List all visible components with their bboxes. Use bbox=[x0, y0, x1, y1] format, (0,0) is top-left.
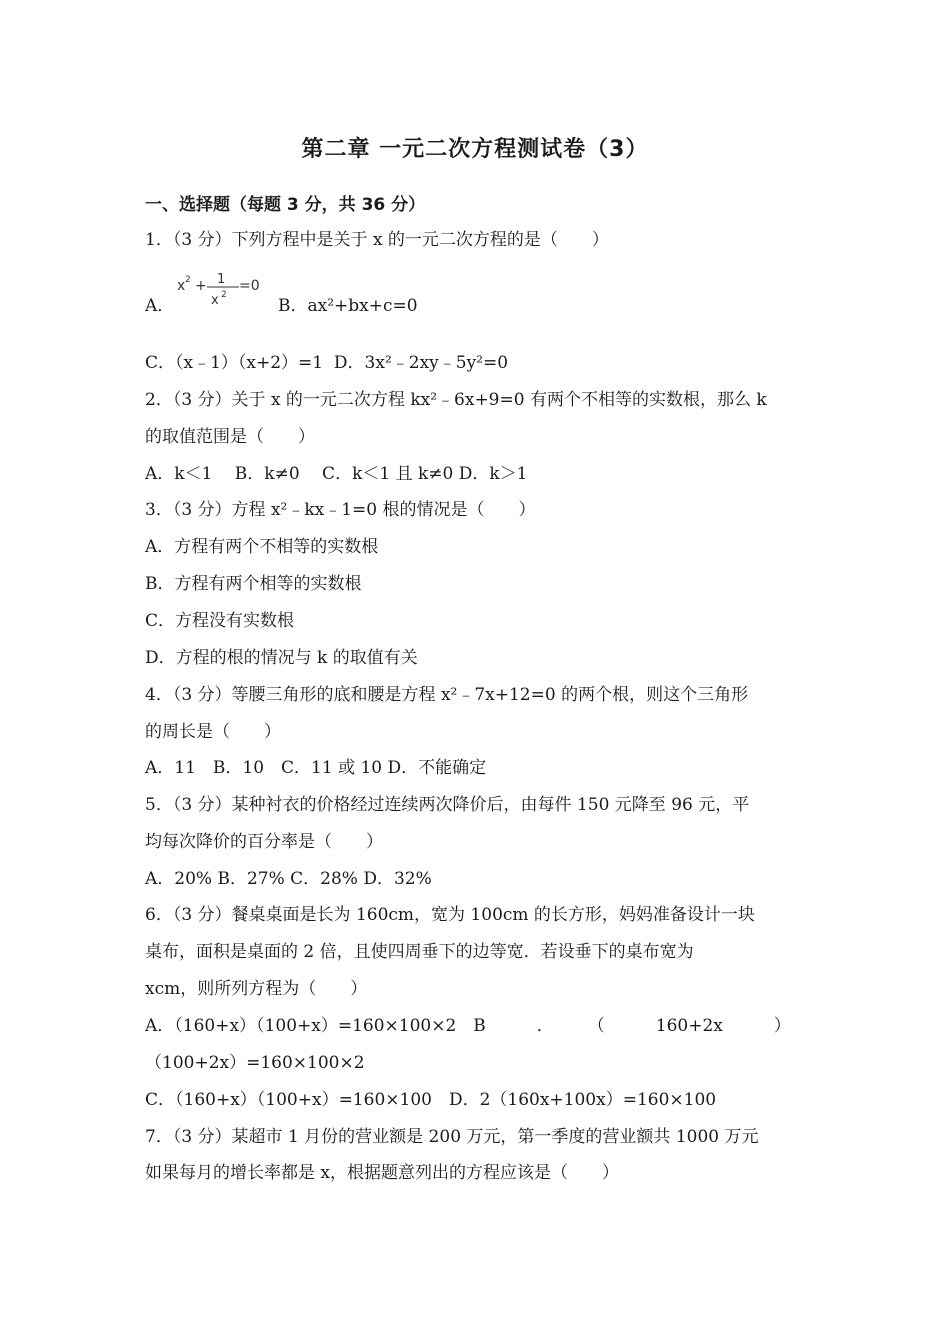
options-6ab: A．（160+x）（100+x）=160×100×2 B ． （ 160+2x ） bbox=[145, 1016, 791, 1036]
section-heading: 一、选择题（每题 3 分，共 36 分） bbox=[145, 195, 426, 215]
question-4-cont: 的周长是（ ） bbox=[145, 722, 281, 742]
question-7: 7．（3 分）某超市 1 月份的营业额是 200 万元，第一季度的营业额共 1000 万元 bbox=[145, 1127, 759, 1147]
question-6-cont: 桌布，面积是桌面的 2 倍，且使四周垂下的边等宽．若设垂下的桌布宽为 bbox=[145, 942, 694, 962]
option-3a: A．方程有两个不相等的实数根 bbox=[145, 537, 379, 557]
equation-numerator: 1 bbox=[217, 272, 226, 287]
equation-denominator: x bbox=[211, 293, 219, 308]
question-7-cont: 如果每月的增长率都是 x，根据题意列出的方程应该是（ ） bbox=[145, 1163, 619, 1183]
options-6cd: C．（160+x）（100+x）=160×100 D．2（160x+100x）=160×100 bbox=[145, 1090, 717, 1110]
options-4: A．11 B．10 C．11 或 10 D．不能确定 bbox=[145, 758, 487, 778]
page-title: 第二章 一元二次方程测试卷（3） bbox=[301, 137, 649, 162]
options-1cd: C．（x﹣1）（x+2）=1 D．3x²﹣2xy﹣5y²=0 bbox=[145, 353, 509, 373]
question-3: 3．（3 分）方程 x²﹣kx﹣1=0 根的情况是（ ） bbox=[145, 500, 536, 520]
question-6: 6．（3 分）餐桌桌面是长为 160cm，宽为 100cm 的长方形，妈妈准备设计一块 bbox=[145, 905, 755, 925]
question-6-cont2: xcm，则所列方程为（ ） bbox=[145, 979, 368, 999]
options-5: A．20% B．27% C．28% D．32% bbox=[145, 869, 432, 889]
question-2: 2．（3 分）关于 x 的一元二次方程 kx²﹣6x+9=0 有两个不相等的实数根，那么 k bbox=[145, 390, 767, 410]
question-2-cont: 的取值范围是（ ） bbox=[145, 427, 315, 447]
equation-equals-zero: =0 bbox=[239, 278, 260, 294]
question-5-cont: 均每次降价的百分率是（ ） bbox=[145, 832, 383, 852]
options-2: A．k＜1 B．k≠0 C．k＜1 且 k≠0 D．k＞1 bbox=[145, 464, 528, 484]
equation-x2: x bbox=[177, 278, 186, 294]
option-3b: B．方程有两个相等的实数根 bbox=[145, 574, 362, 594]
equation-exp: 2 bbox=[185, 275, 191, 285]
question-1: 1．（3 分）下列方程中是关于 x 的一元二次方程的是（ ） bbox=[145, 230, 609, 250]
equation-plus: + bbox=[195, 278, 207, 294]
equation-denominator-exp: 2 bbox=[221, 290, 227, 300]
question-5: 5．（3 分）某种衬衣的价格经过连续两次降价后，由每件 150 元降至 96 元，平 bbox=[145, 795, 750, 815]
option-3d: D．方程的根的情况与 k 的取值有关 bbox=[145, 648, 418, 668]
equation-image bbox=[175, 270, 265, 312]
options-6b-cont: （100+2x）=160×100×2 bbox=[145, 1053, 365, 1073]
option-1a: A． bbox=[145, 296, 175, 316]
option-1b: B．ax²+bx+c=0 bbox=[278, 296, 418, 316]
option-3c: C．方程没有实数根 bbox=[145, 611, 295, 631]
question-4: 4．（3 分）等腰三角形的底和腰是方程 x²﹣7x+12=0 的两个根，则这个三角形 bbox=[145, 685, 749, 705]
